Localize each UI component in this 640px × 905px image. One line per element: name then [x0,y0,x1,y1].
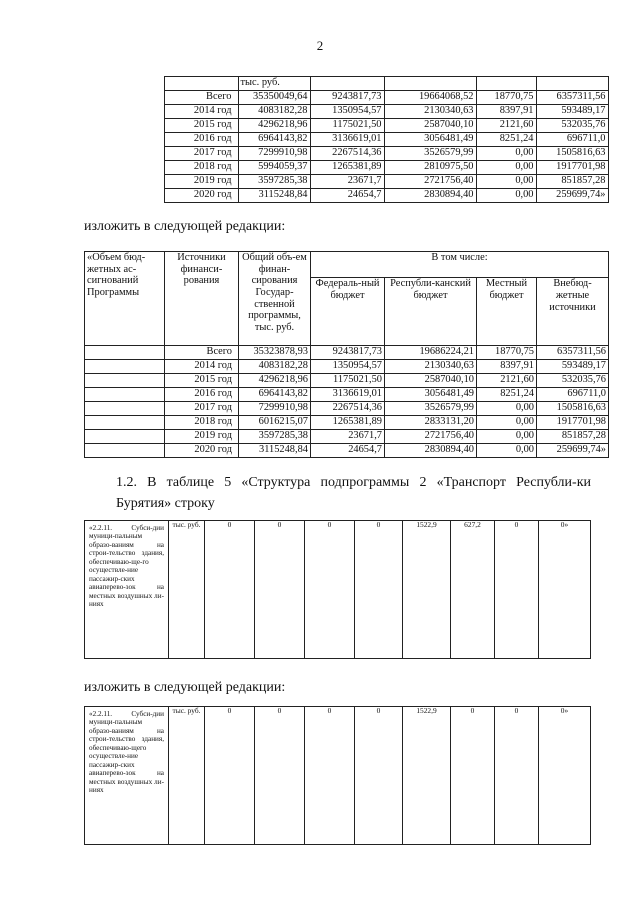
empty-cell [84,133,164,147]
value-cell: 3115248,84 [238,189,310,203]
table-row [84,105,608,119]
table-row [85,444,609,458]
row-cell: 0 [305,521,355,659]
row-label: 2017 год [165,402,239,416]
value-cell: 24654,7 [311,444,385,458]
value-cell: 0,00 [476,175,536,189]
value-cell: 8397,91 [477,360,537,374]
value-cell: 2810975,50 [384,161,476,175]
value-cell: 6964143,82 [238,133,310,147]
unit-header: тыс. руб. [238,77,310,91]
value-cell: 7299910,98 [239,402,311,416]
page-number: 2 [316,38,324,53]
value-cell: 2587040,10 [384,119,476,133]
table-row [84,133,608,147]
value-cell: 2833131,20 [385,416,477,430]
value-cell: 8251,24 [477,388,537,402]
row-label: 2015 год [164,119,238,133]
table-row [84,119,608,133]
empty-cell [476,77,536,91]
value-cell: 0,00 [477,402,537,416]
row-cell: 0 [355,707,403,845]
empty-cell [85,374,165,388]
value-cell: 593489,17 [537,360,609,374]
value-cell: 1175021,50 [310,119,384,133]
value-cell: 4296218,96 [238,119,310,133]
row-label: Всего [165,346,239,360]
row-label: Всего [164,91,238,105]
row-label: 2018 год [164,161,238,175]
row-cell: 0 [305,707,355,845]
value-cell: 2830894,40 [385,444,477,458]
row-label: 2019 год [164,175,238,189]
table-current-funding [84,76,609,203]
header-program-volume: «Объем бюд-жетных ас-сигнований Программы [85,252,165,346]
empty-cell [84,147,164,161]
value-cell: 19664068,52 [384,91,476,105]
header-total: Общий объ-ем финан-сирования Государ-ственной программы, тыс. руб. [239,252,311,346]
value-cell: 35350049,64 [238,91,310,105]
value-cell: 9243817,73 [310,91,384,105]
value-cell: 5994059,37 [238,161,310,175]
value-cell: 0,00 [477,430,537,444]
row-cell: 0» [539,521,591,659]
value-cell: 6357311,56 [537,346,609,360]
value-cell: 2267514,36 [311,402,385,416]
value-cell: 3597285,38 [238,175,310,189]
value-cell: 23671,7 [310,175,384,189]
value-cell: 2121,60 [477,374,537,388]
value-cell: 3115248,84 [239,444,311,458]
value-cell: 593489,17 [536,105,608,119]
value-cell: 0,00 [476,161,536,175]
row-cell: 1522,9 [403,707,451,845]
value-cell: 7299910,98 [238,147,310,161]
value-cell: 35323878,93 [239,346,311,360]
row-cell: 0 [355,521,403,659]
value-cell: 24654,7 [310,189,384,203]
value-cell: 2130340,63 [384,105,476,119]
paragraph-new-wording-1: изложить в следующей редакции: [84,219,286,234]
value-cell: 1175021,50 [311,374,385,388]
table-subprogram-row-new [84,706,591,845]
value-cell: 6016215,07 [239,416,311,430]
value-cell: 4296218,96 [239,374,311,388]
value-cell: 3136619,01 [310,133,384,147]
table-row [85,388,609,402]
empty-cell [384,77,476,91]
value-cell: 3597285,38 [239,430,311,444]
value-cell: 696711,0 [536,133,608,147]
table-subprogram-row-current [84,520,591,659]
table-row [84,147,608,161]
row-cell: 627,2 [451,521,495,659]
empty-cell [85,346,165,360]
value-cell: 532035,76 [536,119,608,133]
header-extrabudget: Внебюд-жетные источники [537,278,609,346]
table-row [84,189,608,203]
row-label: 2014 год [164,105,238,119]
value-cell: 4083182,28 [239,360,311,374]
value-cell: 851857,28 [536,175,608,189]
table-row [84,161,608,175]
value-cell: 8397,91 [476,105,536,119]
value-cell: 0,00 [477,444,537,458]
table-row [84,91,608,105]
table-row [85,416,609,430]
value-cell: 2721756,40 [384,175,476,189]
row-label: 2015 год [165,374,239,388]
value-cell: 3526579,99 [385,402,477,416]
row-label: 2016 год [165,388,239,402]
row-label: 2020 год [165,444,239,458]
row-cell: 0» [539,707,591,845]
empty-cell [85,360,165,374]
value-cell: 1917701,98 [536,161,608,175]
table-row [85,430,609,444]
row-cell: 0 [451,707,495,845]
header-local: Местный бюджет [477,278,537,346]
empty-cell [164,77,238,91]
value-cell: 9243817,73 [311,346,385,360]
empty-cell [84,189,164,203]
value-cell: 18770,75 [476,91,536,105]
paragraph-section-1-2: 1.2. В таблице 5 «Структура подпрограммы 2 «Транспорт Республи-ки Бурятия» строку [116,475,591,511]
value-cell: 3526579,99 [384,147,476,161]
header-including: В том числе: [311,252,609,278]
value-cell: 696711,0 [537,388,609,402]
row-cell: 0 [255,707,305,845]
table-row [85,402,609,416]
empty-cell [84,175,164,189]
empty-cell [84,91,164,105]
row-description: «2.2.11. Субси-дии муници-пальным образо-ваниям на строи-тельство здания, обеспечиваю-ще-го осуществле-ние пассажир-ских авиаперево-зок на местных воздушных ли-ниях [85,521,169,659]
value-cell: 1265381,89 [310,161,384,175]
value-cell: 23671,7 [311,430,385,444]
value-cell: 259699,74» [536,189,608,203]
value-cell: 6964143,82 [239,388,311,402]
empty-cell [84,105,164,119]
value-cell: 4083182,28 [238,105,310,119]
value-cell: 2121,60 [476,119,536,133]
row-cell: 0 [495,707,539,845]
row-unit: тыс. руб. [169,521,205,659]
header-sources: Источники финанси-рования [165,252,239,346]
row-label: 2018 год [165,416,239,430]
row-label: 2020 год [164,189,238,203]
row-cell: 0 [205,707,255,845]
row-label: 2017 год [164,147,238,161]
value-cell: 2587040,10 [385,374,477,388]
table-row [84,175,608,189]
empty-cell [85,388,165,402]
value-cell: 19686224,21 [385,346,477,360]
empty-cell [84,161,164,175]
table-row [85,374,609,388]
row-cell: 0 [205,521,255,659]
empty-cell [536,77,608,91]
value-cell: 1917701,98 [537,416,609,430]
row-label: 2019 год [165,430,239,444]
value-cell: 851857,28 [537,430,609,444]
row-cell: 0 [495,521,539,659]
value-cell: 1265381,89 [311,416,385,430]
value-cell: 1350954,57 [311,360,385,374]
value-cell: 2130340,63 [385,360,477,374]
row-label: 2016 год [164,133,238,147]
value-cell: 0,00 [476,189,536,203]
empty-cell [84,77,164,91]
value-cell: 259699,74» [537,444,609,458]
header-republic: Республи-канский бюджет [385,278,477,346]
row-unit: тыс. руб. [169,707,205,845]
value-cell: 2830894,40 [384,189,476,203]
value-cell: 3056481,49 [384,133,476,147]
row-label: 2014 год [165,360,239,374]
value-cell: 3136619,01 [311,388,385,402]
value-cell: 2721756,40 [385,430,477,444]
value-cell: 1505816,63 [536,147,608,161]
value-cell: 6357311,56 [536,91,608,105]
value-cell: 8251,24 [476,133,536,147]
value-cell: 532035,76 [537,374,609,388]
paragraph-new-wording-2: изложить в следующей редакции: [84,680,286,695]
value-cell: 0,00 [476,147,536,161]
table-row [85,346,609,360]
row-cell: 0 [255,521,305,659]
value-cell: 18770,75 [477,346,537,360]
value-cell: 1505816,63 [537,402,609,416]
empty-cell [85,444,165,458]
table-row [85,360,609,374]
value-cell: 1350954,57 [310,105,384,119]
value-cell: 3056481,49 [385,388,477,402]
value-cell: 0,00 [477,416,537,430]
header-federal: Федераль-ный бюджет [311,278,385,346]
empty-cell [85,416,165,430]
row-description: «2.2.11. Субси-дии муници-пальным образо-ваниям на строи-тельство здания, обеспечиваю-щего осуществле-ние пассажир-ских авиаперево-зок на местных воздушных ли-ниях [85,707,169,845]
empty-cell [310,77,384,91]
empty-cell [85,402,165,416]
row-cell: 1522,9 [403,521,451,659]
empty-cell [84,119,164,133]
value-cell: 2267514,36 [310,147,384,161]
table-new-funding [84,251,609,458]
empty-cell [85,430,165,444]
